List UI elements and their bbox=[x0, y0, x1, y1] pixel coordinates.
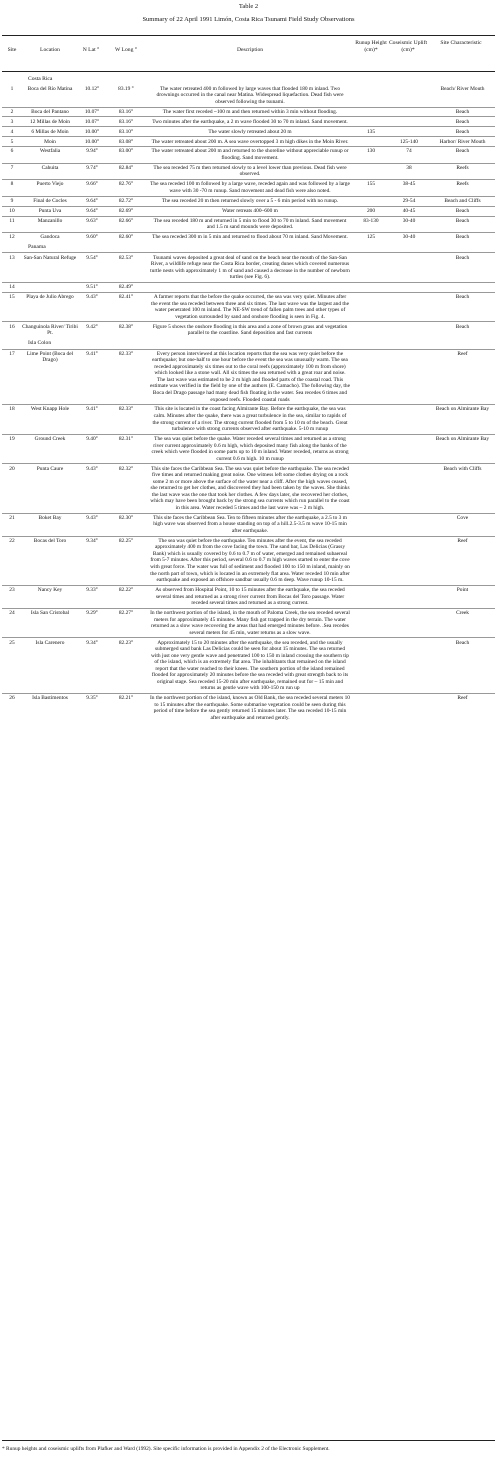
table-label: Table 2 bbox=[238, 3, 259, 10]
cell-lon: 82.30° bbox=[106, 513, 146, 536]
cell-runup bbox=[354, 253, 388, 283]
table-row bbox=[2, 107, 495, 117]
table-row bbox=[2, 180, 495, 196]
cell-site: 18 bbox=[2, 405, 22, 435]
cell-site: 9 bbox=[2, 196, 22, 206]
cell-char: Beach bbox=[430, 117, 495, 127]
cell-lon: 82.72° bbox=[106, 196, 146, 206]
cell-site: 13 bbox=[2, 253, 22, 283]
table-row bbox=[2, 349, 495, 405]
cell-runup: 83-130 bbox=[354, 216, 388, 232]
cell-runup: 130 bbox=[354, 147, 388, 163]
table-row bbox=[2, 694, 495, 723]
cell-uplift bbox=[388, 536, 430, 585]
cell-uplift bbox=[388, 349, 430, 405]
cell-loc: Boket Bay bbox=[22, 513, 78, 536]
cell-desc: Water retreats 400–600 m bbox=[146, 206, 354, 216]
table-row bbox=[2, 405, 495, 435]
cell-lon: 83.16° bbox=[106, 107, 146, 117]
cell-uplift bbox=[388, 253, 430, 283]
cell-lat: 9.33° bbox=[78, 585, 106, 608]
cell-loc bbox=[22, 283, 78, 293]
cell-uplift bbox=[388, 434, 430, 464]
cell-runup bbox=[354, 536, 388, 585]
cell-char: Beach on Almirante Bay bbox=[430, 434, 495, 464]
table-row bbox=[2, 513, 495, 536]
cell-lon: 82.53° bbox=[106, 253, 146, 283]
cell-loc: Lime Point (Boca del Drago) bbox=[22, 349, 78, 405]
cell-lat: 9.51° bbox=[78, 283, 106, 293]
cell-loc: 6 Millas de Moin bbox=[22, 127, 78, 137]
header-location: Location bbox=[40, 47, 60, 53]
cell-runup bbox=[354, 85, 388, 108]
table-row bbox=[2, 464, 495, 513]
cell-uplift bbox=[388, 292, 430, 322]
cell-runup bbox=[354, 283, 388, 293]
cell-desc: This site is located in the coast facing Almirante Bay. Before the earthquake, the sea was calm. Minutes after the quake, there was a great turbulence in the sea, similar to rapids of the strong current of a river. The strong current flooded from 5 to 10 m of the beach. Great turbulence with strong currents observed after earthquake. 5-10 m runup bbox=[146, 405, 354, 435]
region-row bbox=[2, 242, 495, 253]
cell-uplift: 38-45 bbox=[388, 180, 430, 196]
cell-lat: 9.34° bbox=[78, 536, 106, 585]
table-header bbox=[0, 38, 497, 72]
table-row bbox=[2, 216, 495, 232]
cell-loc: Isla Bastimentos bbox=[22, 694, 78, 723]
cell-char: Point bbox=[430, 585, 495, 608]
cell-loc: Final de Cocles bbox=[22, 196, 78, 206]
cell-uplift bbox=[388, 85, 430, 108]
cell-lon: 82.33° bbox=[106, 349, 146, 405]
cell-uplift bbox=[388, 127, 430, 137]
cell-lon: 82.76° bbox=[106, 180, 146, 196]
cell-runup bbox=[354, 349, 388, 405]
table-row bbox=[2, 127, 495, 137]
cell-site: 8 bbox=[2, 180, 22, 196]
cell-char: Beach bbox=[430, 107, 495, 117]
cell-char: Beach bbox=[430, 216, 495, 232]
cell-site: 19 bbox=[2, 434, 22, 464]
cell-uplift bbox=[388, 117, 430, 127]
region-label: Panama bbox=[28, 243, 46, 250]
table-body bbox=[2, 74, 495, 723]
cell-lat: 9.34° bbox=[78, 638, 106, 694]
cell-uplift: 40-45 bbox=[388, 206, 430, 216]
cell-lon: 82.31° bbox=[106, 434, 146, 464]
table-row bbox=[2, 232, 495, 241]
cell-desc: In the northwest portion of the island, in the mouth of Paloma Creek, the sea receded several meters for approximately 45 minutes. Many fish got trapped in the dry terrain. The water returned as a slow wave recovering the areas that had emerged minutes before. .Sea recedes several meters for 45 min, water returns as a slow wave. bbox=[146, 608, 354, 638]
cell-lat: 9.63° bbox=[78, 216, 106, 232]
cell-site: 24 bbox=[2, 608, 22, 638]
cell-lat: 9.41° bbox=[78, 405, 106, 435]
cell-uplift bbox=[388, 585, 430, 608]
cell-loc: Gandoca bbox=[22, 232, 78, 241]
cell-uplift bbox=[388, 694, 430, 723]
cell-desc: The sea was quiet before the earthquake. Ten minutes after the event, the sea receded approximately 400 m from the cove facing the town. The sand bar, Las Delicias (Grassy Bank) which is usually covered by 0.6 to 0.7 m of water, emerged and remained subaereal from 5-7 minutes. After this period, several 0.6 to 0.7 m high waves started to enter the cove with great force. The water was full of sediment and flooded 100 to 150 m inland, mainly on the north part of town, which is located in an extremely flat area. Water receded 10 min after earthquake and exposed an offshore sandbar usually 0.6 m deep. Wave runup 10-15 m. bbox=[146, 536, 354, 585]
cell-uplift bbox=[388, 513, 430, 536]
cell-loc: Boca del Río Matina bbox=[27, 85, 73, 92]
cell-char: Beach bbox=[430, 232, 495, 241]
table-row bbox=[2, 163, 495, 179]
cell-site: 4 bbox=[2, 127, 22, 137]
cell-lat: 9.43° bbox=[78, 464, 106, 513]
cell-lon: 82.66° bbox=[106, 216, 146, 232]
cell-lon: 83.10° bbox=[106, 127, 146, 137]
cell-lon: 83.08° bbox=[106, 137, 146, 147]
cell-runup bbox=[354, 513, 388, 536]
table-row bbox=[2, 322, 495, 338]
cell-char: Beach and Cliffs bbox=[430, 196, 495, 206]
cell-site: 22 bbox=[2, 536, 22, 585]
cell-desc: Approximately 15 to 20 minutes after the earthquake, the sea receded, and the usually submerged sand bank Las Delicias could be seen for about 15 minutes. The sea returned with just one very gentle wave and penetrated 100 to 150 m inland crossing the southern tip of the island, which is an extremely flat area. The inhabitants that remained on the island report that the water reached to their knees. The southern portion of the island remained flooded for approximately 20 minutes before the sea receded with great strength back to its original stage. Sea receded 15-20 min after earthquake, remained out for ~ 15 min and returns as gentle wave with 100-150 m run up bbox=[146, 638, 354, 694]
cell-lon: 82.60° bbox=[106, 232, 146, 241]
cell-lon: 82.38° bbox=[106, 322, 146, 338]
cell-lat: 9.41° bbox=[78, 349, 106, 405]
cell-loc: San-San Natural Refuge bbox=[22, 253, 78, 283]
cell-desc: The sea receded 180 m and returned in 5 min to flood 30 to 70 m inland. Sand movement and 1.5 m sand mounds were deposited. bbox=[146, 216, 354, 232]
header-uplift: Coseismic Uplift (cm)* bbox=[388, 40, 428, 53]
cell-desc: Two minutes after the earthquake, a 2 m wave flooded 30 to 70 m inland. Sand movement. bbox=[146, 117, 354, 127]
cell-runup bbox=[354, 464, 388, 513]
cell-lat: 9.43° bbox=[78, 513, 106, 536]
cell-loc: Nancy Key bbox=[22, 585, 78, 608]
top-rule bbox=[2, 35, 495, 36]
cell-uplift bbox=[388, 107, 430, 117]
region-row bbox=[2, 74, 495, 85]
cell-lon: 83.16° bbox=[106, 117, 146, 127]
cell-loc: Bocas del Toro bbox=[22, 536, 78, 585]
cell-lat: 9.74° bbox=[78, 163, 106, 179]
table-row bbox=[2, 196, 495, 206]
cell-site: 7 bbox=[2, 163, 22, 179]
cell-char: Creek bbox=[430, 608, 495, 638]
cell-runup bbox=[354, 608, 388, 638]
cell-uplift bbox=[388, 608, 430, 638]
table-row bbox=[2, 536, 495, 585]
cell-site: 17 bbox=[2, 349, 22, 405]
cell-site: 5 bbox=[2, 137, 22, 147]
cell-site: 15 bbox=[2, 292, 22, 322]
cell-runup: 125 bbox=[354, 232, 388, 241]
cell-desc: The sea receded 20 m then returned slowly over a 5 - 6 min period with no runup. bbox=[146, 196, 354, 206]
cell-lon: 82.22° bbox=[106, 585, 146, 608]
cell-desc: Every person interviewed at this location reports that the sea was very quiet before the earthquake; but one-half to one hour before the event the sea was unusually warm. The sea receded approximately six times out to the coral reefs (approximately 100 m from shore) which looked like a stone wall. All six times the sea returned with a great roar and noise. The last wave was estimated to be 2 m high and flooded parts of the coastal road. This estimate was verified in the field by one of the authors (E. Camacho). The following day, the Boca del Drago passage had many dead fish floating in the water. Sea recedes 6 times and exposed reefs. Flooded coastal roads bbox=[146, 349, 354, 405]
observations-table bbox=[2, 74, 495, 723]
cell-lon: 82.69° bbox=[106, 206, 146, 216]
cell-loc: Boca del Pantano bbox=[22, 107, 78, 117]
cell-lat: 10.00° bbox=[78, 127, 106, 137]
cell-desc: The water retreated 400 m followed by large waves that flooded 180 m inland. Two drownings occurred in the canal near Matina. Widespread liquefaction. Dead fish were observed following the tsunami. bbox=[156, 85, 344, 105]
cell-site: 2 bbox=[2, 107, 22, 117]
cell-runup bbox=[354, 434, 388, 464]
cell-loc: Cahuita bbox=[22, 163, 78, 179]
cell-loc: 12 Millas de Moin bbox=[22, 117, 78, 127]
cell-runup: 200 bbox=[354, 206, 388, 216]
cell-lat: 9.64° bbox=[78, 196, 106, 206]
cell-char: Cove bbox=[430, 513, 495, 536]
table-row bbox=[2, 206, 495, 216]
cell-char: Beach bbox=[430, 127, 495, 137]
table-row bbox=[2, 117, 495, 127]
header-description: Description bbox=[236, 47, 264, 53]
cell-desc: Tsunami waves deposited a great deal of sand on the beach near the mouth of the San-San River, a wildlife refuge near the Costa Rica border, creating dunes which covered numerous turtle nests with approximately 1 m of sand and caused a decrease in the number of newborn turtles (see Fig. 6). bbox=[146, 253, 354, 283]
header-lon: W Long ° bbox=[114, 47, 138, 53]
cell-uplift: 38 bbox=[388, 163, 430, 179]
cell-runup bbox=[354, 638, 388, 694]
header-lat: N Lat ° bbox=[82, 47, 100, 53]
table-footnote: * Runup heights and coseismic uplifts from Plafker and Ward (1992). Site specific information is provided in Appendix 2 of the Electronic Supplement. bbox=[2, 1446, 330, 1452]
cell-uplift: 30-40 bbox=[388, 216, 430, 232]
cell-lat: 9.40° bbox=[78, 434, 106, 464]
cell-site: 25 bbox=[2, 638, 22, 694]
cell-lat: 9.64° bbox=[78, 206, 106, 216]
cell-lat: 9.66° bbox=[78, 180, 106, 196]
bottom-rule bbox=[2, 1440, 495, 1441]
cell-site: 11 bbox=[2, 216, 22, 232]
table-row bbox=[2, 137, 495, 147]
cell-loc: Isla Carenero bbox=[22, 638, 78, 694]
cell-char: Beach/ River Mouth bbox=[440, 85, 485, 92]
cell-site: 10 bbox=[2, 206, 22, 216]
cell-lon: 82.23° bbox=[106, 638, 146, 694]
cell-loc: Isla San Cristobal bbox=[22, 608, 78, 638]
cell-char: Beach bbox=[430, 147, 495, 163]
cell-lon: 82.33° bbox=[106, 405, 146, 435]
cell-desc: The sea receded 75 m then returned slowly to a level lower than previous. Dead fish were observed. bbox=[146, 163, 354, 179]
cell-char: Reef bbox=[430, 694, 495, 723]
cell-char: Reefs bbox=[430, 163, 495, 179]
table-row bbox=[2, 608, 495, 638]
cell-uplift bbox=[388, 322, 430, 338]
table-row bbox=[2, 147, 495, 163]
cell-site: 26 bbox=[2, 694, 22, 723]
cell-lon: 82.41° bbox=[106, 292, 146, 322]
cell-lon: 82.32° bbox=[106, 464, 146, 513]
table-row bbox=[2, 253, 495, 283]
cell-lon: 82.27° bbox=[106, 608, 146, 638]
table-row bbox=[2, 283, 495, 293]
table-row bbox=[2, 434, 495, 464]
cell-char: Beach on Almirante Bay bbox=[430, 405, 495, 435]
cell-lon: 82.84° bbox=[106, 163, 146, 179]
cell-desc: The water first receded ~100 m and then returned within 3 min without flooding. bbox=[146, 107, 354, 117]
cell-site: 1 bbox=[10, 85, 14, 92]
cell-char: Beach bbox=[430, 292, 495, 322]
cell-char: Beach with Cliffs bbox=[430, 464, 495, 513]
cell-site: 12 bbox=[2, 232, 22, 241]
region-label: Isla Colon bbox=[28, 339, 52, 346]
cell-uplift: 125-140 bbox=[388, 137, 430, 147]
cell-lon: 82.21° bbox=[106, 694, 146, 723]
cell-desc: The sea was quiet before the quake. Water receded several times and returned as a strong river current approximately 0.6 m high, which deposited many fish along the banks of the creek which were flooded in some parts up to 10 m inland. Water receded, returns as strong current 0.6 m high. 10 m runup bbox=[146, 434, 354, 464]
cell-lat: 9.54° bbox=[78, 253, 106, 283]
region-row bbox=[2, 338, 495, 349]
cell-desc: The sea receded 100 m followed by a large wave, receded again and was followed by a large wave with 30 -70 m runup. Sand movement and dead fish were also noted. bbox=[146, 180, 354, 196]
cell-char: Beach bbox=[430, 322, 495, 338]
cell-site: 14 bbox=[2, 283, 22, 293]
cell-char bbox=[430, 283, 495, 293]
cell-site: 20 bbox=[2, 464, 22, 513]
cell-uplift bbox=[388, 464, 430, 513]
cell-desc: Figure 5 shows the onshore flooding in this area and a zone of brown grass and vegetation parallel to the coastline. Sand deposition and fast currents bbox=[146, 322, 354, 338]
cell-desc: The water retreated about 200 m. A sea wave overtopped 3 m high dikes in the Moin River. bbox=[146, 137, 354, 147]
cell-lat: 10.07° bbox=[78, 117, 106, 127]
cell-desc: This site faces the Caribbean Sea. The sea was quiet before the earthquake. The sea receded five times and returned making great noise. One witness left some clothes drying on a rock some 2 m or more above the surface of the water near a cliff. After the high waves ceased, she returned to get her clothes, and discovered they had been taken by the waves. She thinks the last wave was the one that took her clothes. A few days later, she recovered her clothes, which may have been brought back by the strong sea currents which run parallel to the coast in this area. Water receded 5 times and the last wave was ~ 2 m high. bbox=[146, 464, 354, 513]
cell-uplift: 30-40 bbox=[388, 232, 430, 241]
cell-loc: Moin bbox=[22, 137, 78, 147]
cell-char: Harbor/ River Mouth bbox=[430, 137, 495, 147]
cell-char: Reef bbox=[430, 349, 495, 405]
cell-char: Reef bbox=[430, 536, 495, 585]
cell-site: 6 bbox=[2, 147, 22, 163]
cell-lat: 9.60° bbox=[78, 232, 106, 241]
cell-loc: Changuinola River/ Tiribi Pt. bbox=[22, 323, 78, 337]
cell-runup bbox=[354, 694, 388, 723]
cell-desc: As observed from Hospital Point, 10 to 15 minutes after the earthquake, the sea receded several times and returned as a strong river current from Bocas del Toro passage. Water receded several times and returned as a strong current. bbox=[146, 585, 354, 608]
cell-char: Reefs bbox=[430, 180, 495, 196]
cell-lat: 10.07° bbox=[78, 107, 106, 117]
cell-lat: 10.00° bbox=[78, 137, 106, 147]
region-label: Costa Rica bbox=[28, 76, 53, 82]
cell-desc: The sea receded 300 m in 5 min and returned to flood about 70 m inland. Sand Movement. bbox=[146, 232, 354, 241]
cell-desc: The water slowly retreated about 20 m bbox=[146, 127, 354, 137]
cell-char: Beach bbox=[430, 253, 495, 283]
table-caption: Summary of 22 April 1991 Limón, Costa Rica Tsunami Field Study Observations bbox=[142, 16, 355, 23]
header-site-characteristic: Site Characteristic bbox=[440, 40, 482, 46]
cell-loc: Playa de Julio Abrego bbox=[22, 292, 78, 322]
table-row bbox=[2, 585, 495, 608]
cell-site: 21 bbox=[2, 513, 22, 536]
cell-uplift bbox=[388, 283, 430, 293]
table-row bbox=[2, 85, 495, 108]
cell-runup bbox=[354, 292, 388, 322]
cell-loc: Puerto Viejo bbox=[22, 180, 78, 196]
cell-uplift: 29-54 bbox=[388, 196, 430, 206]
cell-site: 16 bbox=[2, 322, 22, 338]
cell-runup bbox=[354, 196, 388, 206]
cell-runup bbox=[354, 322, 388, 338]
cell-desc: The water retreated about 200 m and returned to the shoreline without appreciable runup or flooding. Sand movement. bbox=[146, 147, 354, 163]
cell-lat: 9.42° bbox=[78, 322, 106, 338]
cell-lon: 82.25° bbox=[106, 536, 146, 585]
cell-runup bbox=[354, 137, 388, 147]
cell-runup: 155 bbox=[354, 180, 388, 196]
cell-char: Beach bbox=[430, 638, 495, 694]
header-runup: Runup Height (cm)* bbox=[355, 40, 387, 53]
cell-site: 3 bbox=[2, 117, 22, 127]
cell-site: 23 bbox=[2, 585, 22, 608]
cell-lat: 9.35° bbox=[78, 694, 106, 723]
cell-lat: 9.29° bbox=[78, 608, 106, 638]
cell-loc: West Knapp Hole bbox=[22, 405, 78, 435]
cell-runup bbox=[354, 163, 388, 179]
cell-runup bbox=[354, 405, 388, 435]
cell-lon: 83.00° bbox=[106, 147, 146, 163]
cell-runup bbox=[354, 585, 388, 608]
cell-desc: A farmer reports that the before the quake occurred, the sea was very quiet. Minutes after the event the sea receded between three and six times. The last wave was the largest and the water penetrated 100 m inland. The NE-SW trend of fallen palm trees and other types of vegetation surrounded by sand and onshore flooding is seen in Fig. 4. bbox=[146, 292, 354, 322]
cell-lat: 9.94° bbox=[78, 147, 106, 163]
cell-char: Beach bbox=[430, 206, 495, 216]
table-row bbox=[2, 638, 495, 694]
cell-lon: 83.19 ° bbox=[118, 85, 134, 92]
header-site: Site bbox=[7, 47, 17, 53]
cell-lat: 9.43° bbox=[78, 292, 106, 322]
cell-loc: Manzanillo bbox=[22, 216, 78, 232]
cell-loc: Westfalia bbox=[22, 147, 78, 163]
cell-runup: 135 bbox=[354, 127, 388, 137]
cell-uplift: 74 bbox=[388, 147, 430, 163]
cell-desc bbox=[146, 283, 354, 293]
cell-lon: 82.49° bbox=[106, 283, 146, 293]
header-rule bbox=[2, 71, 495, 72]
cell-desc: In the northwest portion of the island, known as Old Bank, the sea receded several meters 10 to 15 minutes after the earthquake. Some submarine vegetation could be seen during this period of time before the sea gently returned 15 minutes later. The sea receded 10-15 min after earthquake and returned gently. bbox=[146, 694, 354, 723]
cell-loc: Ground Creek bbox=[22, 434, 78, 464]
cell-uplift bbox=[388, 638, 430, 694]
cell-runup bbox=[354, 107, 388, 117]
cell-lat: 10.12° bbox=[84, 85, 100, 92]
cell-desc: This site faces the Caribbean Sea. Ten to fifteen minutes after the earthquake, a 2.5 to 3 m high wave was observed from a house standing on top of a hill.2.5-3.5 m wave 10-15 min after earthquake. bbox=[146, 513, 354, 536]
cell-loc: Punta Uva bbox=[22, 206, 78, 216]
table-row bbox=[2, 292, 495, 322]
cell-uplift bbox=[388, 405, 430, 435]
cell-loc: Punta Caure bbox=[22, 464, 78, 513]
cell-runup bbox=[354, 117, 388, 127]
